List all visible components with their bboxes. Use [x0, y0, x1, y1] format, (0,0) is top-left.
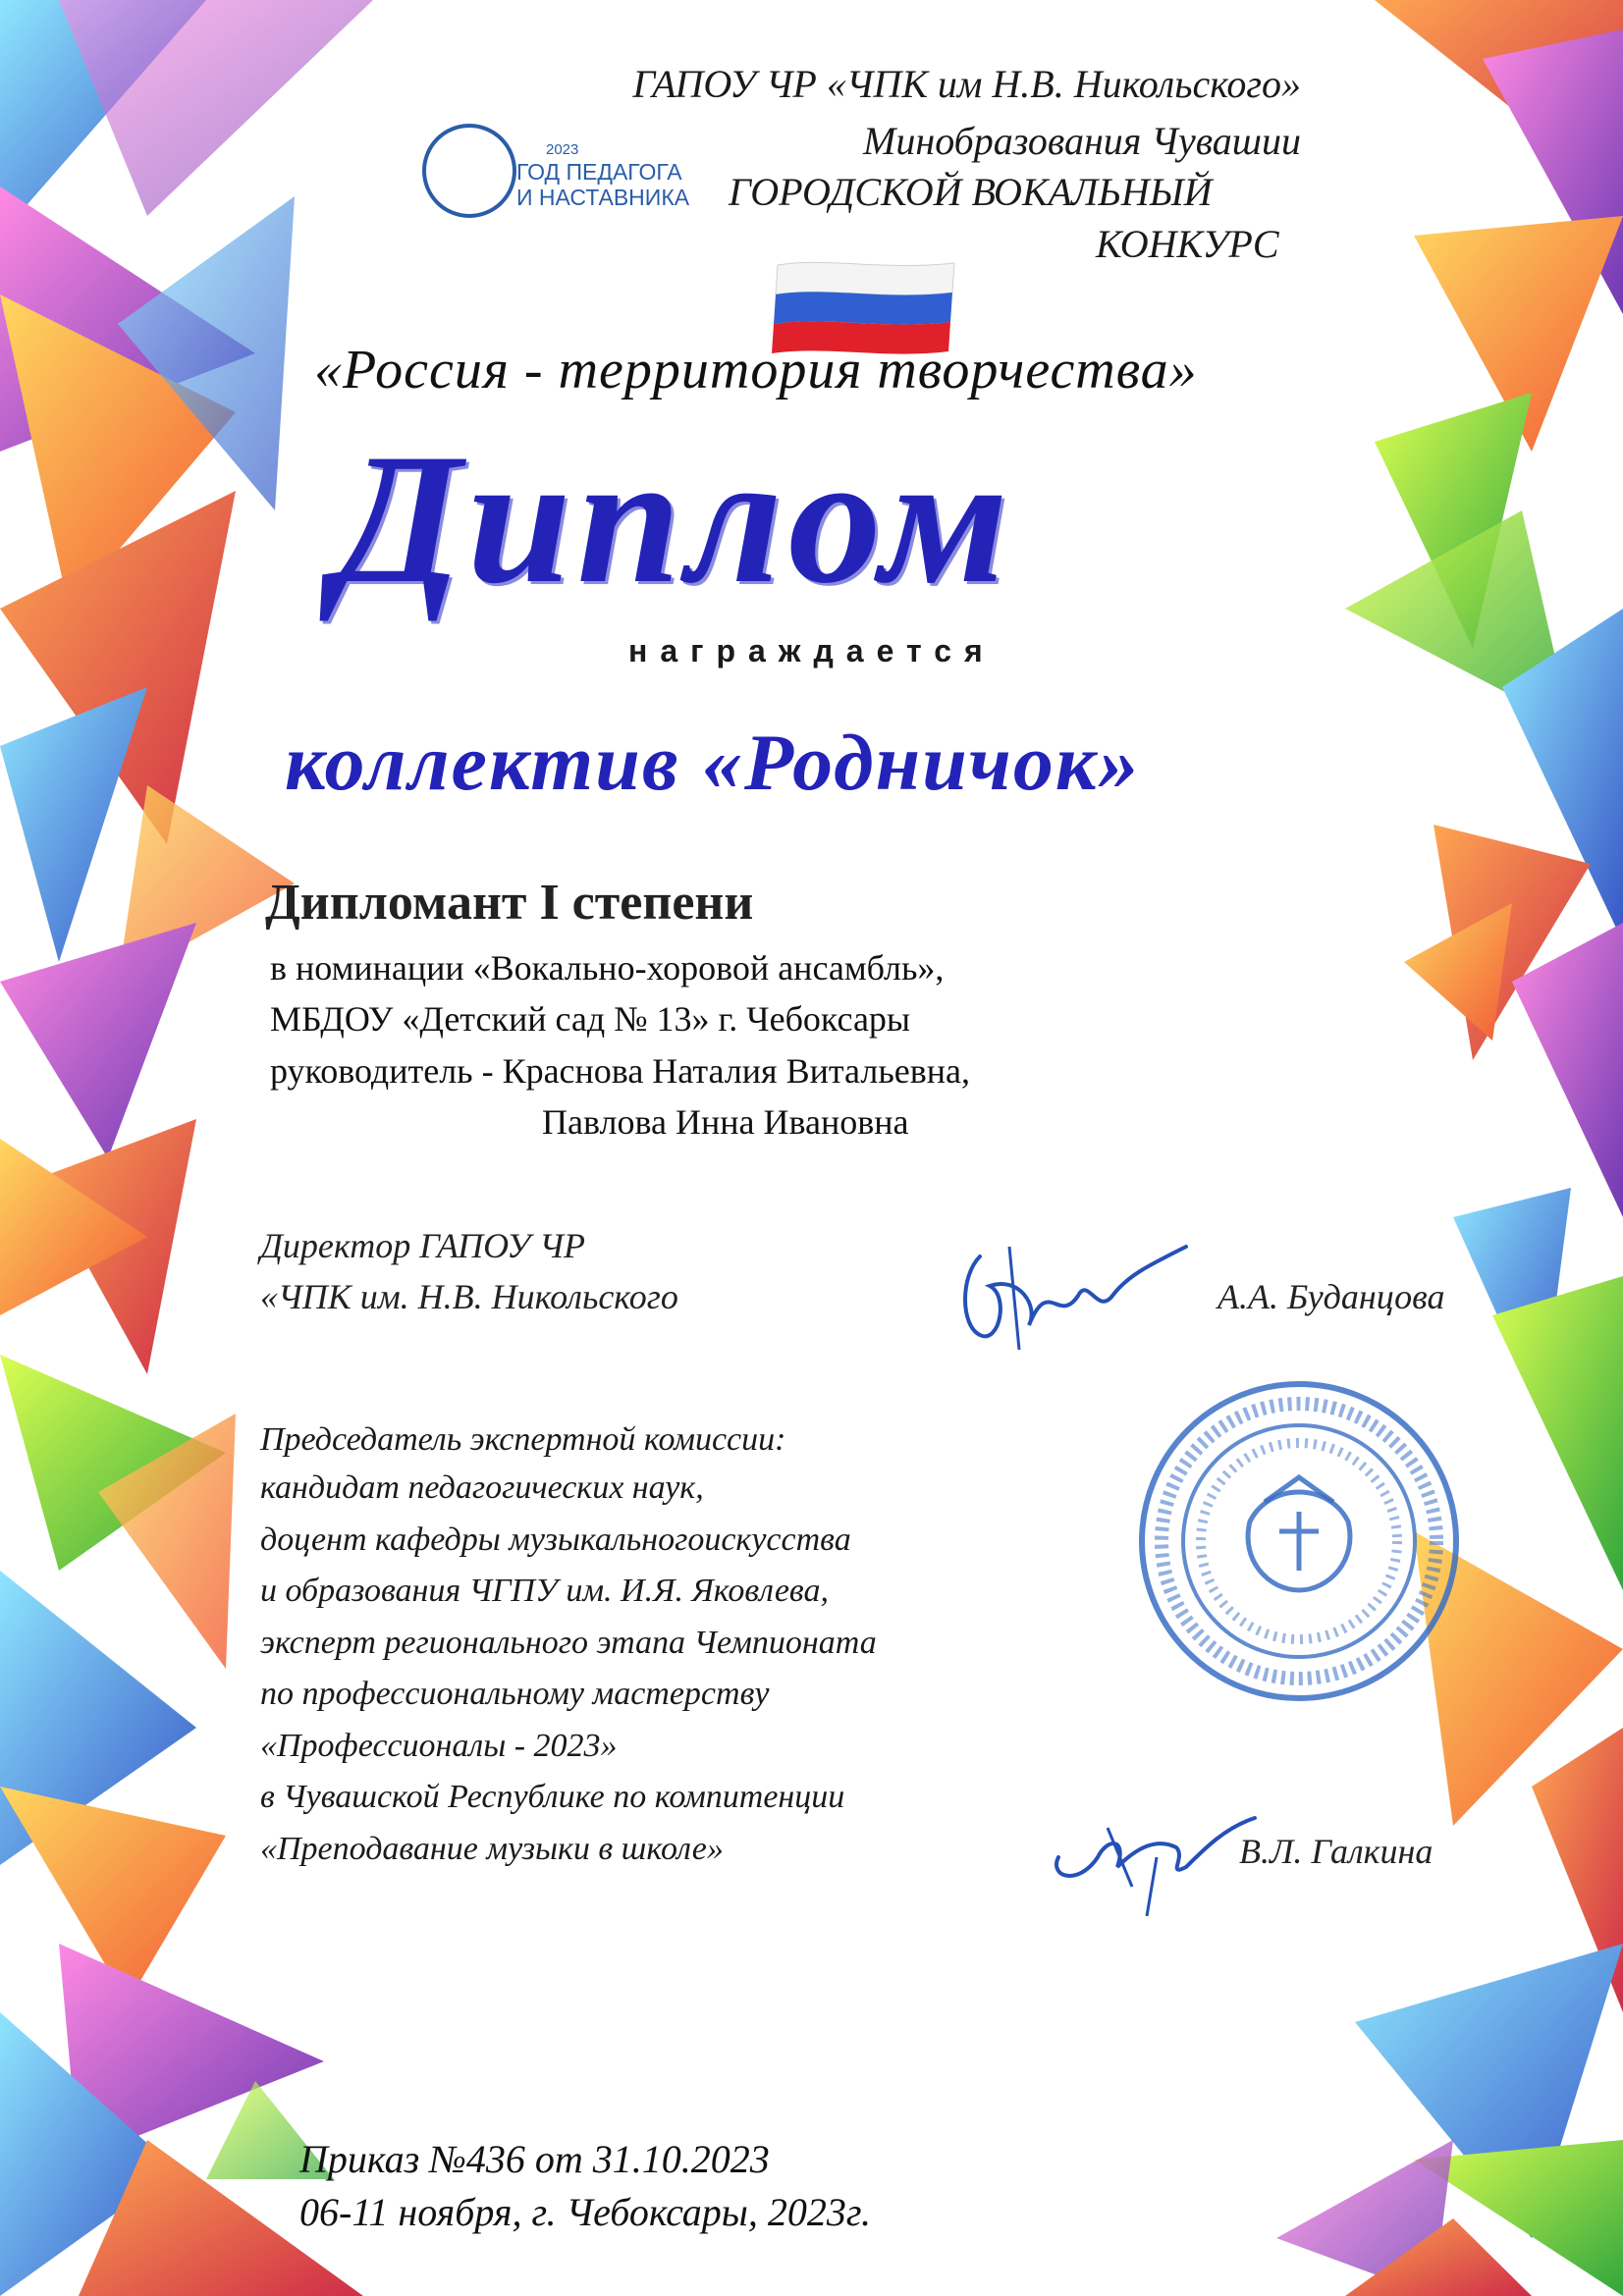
chair-line-3: доцент кафедры музыкальногоискусства — [260, 1522, 851, 1558]
org-name-line-2: Минобразования Чувашии — [863, 119, 1301, 163]
nomination-line: в номинации «Вокально-хоровой ансамбль», — [270, 948, 945, 988]
diploma-title: Диплом — [334, 416, 1014, 622]
chair-line-1: Председатель экспертной комиссии: — [260, 1421, 786, 1458]
date-place: 06-11 ноября, г. Чебоксары, 2023г. — [299, 2190, 871, 2234]
slogan: «Россия - территория творчества» — [314, 340, 1198, 400]
org-name-line-1: ГАПОУ ЧР «ЧПК им Н.В. Никольского» — [632, 62, 1301, 106]
contest-title-line-1: ГОРОДСКОЙ ВОКАЛЬНЫЙ — [729, 170, 1213, 214]
contest-title-line-2: КОНКУРС — [1096, 222, 1279, 266]
awarded-caption: награждается — [628, 633, 996, 668]
right-triangles — [1276, 0, 1623, 2296]
award-degree: Дипломант I степени — [265, 875, 754, 931]
co-leader-line: Павлова Инна Ивановна — [542, 1102, 909, 1142]
recipient-name: коллектив «Родничок» — [285, 718, 1141, 807]
chair-line-5: эксперт регионального этапа Чемпионата — [260, 1625, 877, 1661]
institution-line: МБДОУ «Детский сад № 13» г. Чебоксары — [270, 999, 911, 1039]
director-signature — [950, 1217, 1196, 1355]
year-of-teacher-logo — [422, 116, 702, 232]
director-name: А.А. Буданцова — [1217, 1277, 1445, 1316]
chair-line-6: по профессиональному мастерству — [260, 1676, 770, 1712]
logo-text: ГОД ПЕДАГОГА И НАСТАВНИКА — [516, 159, 690, 210]
director-title-line-1: Директор ГАПОУ ЧР — [260, 1226, 586, 1265]
chair-line-9: «Преподавание музыки в школе» — [260, 1831, 724, 1867]
chair-line-8: в Чувашской Республике по компитенции — [260, 1779, 845, 1815]
official-seal-stamp — [1132, 1374, 1466, 1708]
logo-emblem-icon — [422, 124, 516, 218]
chair-name: В.Л. Галкина — [1239, 1832, 1434, 1871]
director-title-line-2: «ЧПК им. Н.В. Никольского — [260, 1277, 678, 1316]
order-number: Приказ №436 от 31.10.2023 — [299, 2137, 770, 2181]
logo-year: 2023 — [546, 141, 579, 158]
leader-line: руководитель - Краснова Наталия Витальевна, — [270, 1051, 970, 1091]
chair-line-2: кандидат педагогических наук, — [260, 1469, 704, 1506]
chair-line-4: и образования ЧГПУ им. И.Я. Яковлева, — [260, 1573, 829, 1609]
chair-signature — [1039, 1789, 1265, 1926]
chair-line-7: «Профессионалы - 2023» — [260, 1728, 618, 1764]
